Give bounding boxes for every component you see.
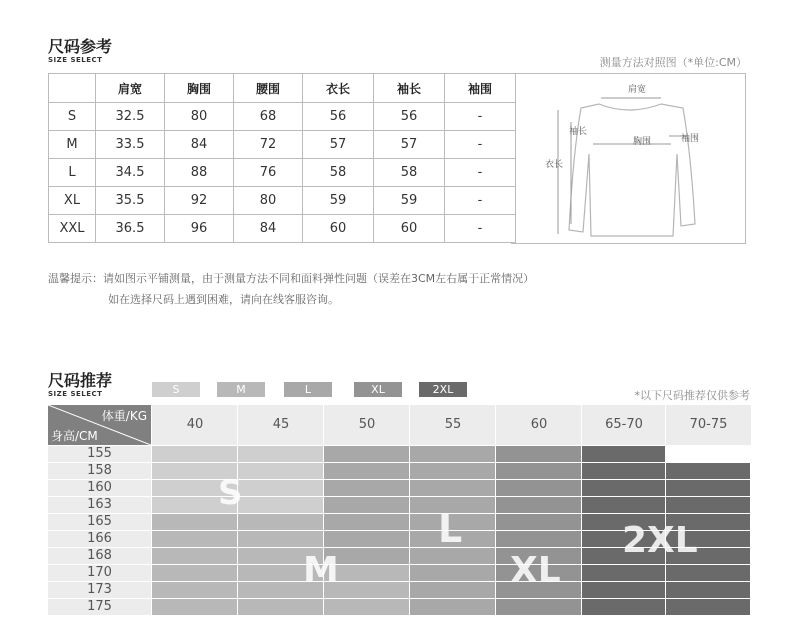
grid-cell [237, 479, 323, 496]
size-value-cell: 57 [374, 131, 445, 159]
size-value-cell: 59 [374, 187, 445, 215]
table-row [49, 159, 516, 187]
size-label-cell: M [49, 131, 96, 159]
legend-swatch-xl: XL [354, 382, 402, 397]
size-value-cell: 59 [303, 187, 374, 215]
grid-cell [665, 598, 750, 615]
grid-cell [237, 496, 323, 513]
weight-header-cell: 50 [323, 405, 410, 445]
table-row [49, 103, 516, 131]
measurement-note: 测量方法对照图（*单位:CM） [599, 56, 747, 69]
legend-swatch-2xl: 2XL [419, 382, 467, 397]
grid-cell [495, 479, 581, 496]
grid-cell [151, 513, 237, 530]
size-value-cell: 57 [303, 131, 374, 159]
grid-cell [581, 564, 665, 581]
grid-cell [495, 496, 581, 513]
size-header-col: 肩宽 [96, 74, 165, 103]
size-label-cell: S [49, 103, 96, 131]
grid-cell [151, 445, 237, 462]
size-label-cell: L [49, 159, 96, 187]
measurement-diagram [511, 73, 746, 244]
grid-cell [581, 445, 665, 462]
size-header-col: 袖围 [445, 74, 516, 103]
grid-cell [495, 513, 581, 530]
size-header-col: 腰围 [234, 74, 303, 103]
size-header-col: 衣长 [303, 74, 374, 103]
grid-cell [237, 598, 323, 615]
size-value-cell: 60 [303, 215, 374, 243]
size-recommend-title: 尺码推荐 [48, 371, 113, 390]
size-header-col: 胸围 [165, 74, 234, 103]
grid-cell [665, 479, 750, 496]
size-value-cell: - [445, 215, 516, 243]
weight-header-cell: 55 [409, 405, 496, 445]
size-header-col: 袖长 [374, 74, 445, 103]
size-value-cell: 36.5 [96, 215, 165, 243]
size-value-cell: 56 [303, 103, 374, 131]
size-value-cell: - [445, 187, 516, 215]
weight-axis-label: 体重/KG [101, 409, 147, 423]
height-header-cell: 160 [48, 479, 151, 496]
grid-cell [323, 496, 409, 513]
overlay-size-label: XL [510, 550, 561, 591]
grid-cell [409, 564, 495, 581]
grid-cell [151, 547, 237, 564]
grid-cell [237, 445, 323, 462]
grid-cell [665, 564, 750, 581]
overlay-size-label: S [218, 473, 243, 513]
grid-cell [581, 462, 665, 479]
size-value-cell: 72 [234, 131, 303, 159]
weight-header-cell: 45 [237, 405, 324, 445]
grid-cell [237, 530, 323, 547]
grid-cell [581, 581, 665, 598]
grid-cell [323, 445, 409, 462]
grid-cell [495, 462, 581, 479]
grid-cell [237, 462, 323, 479]
table-row [49, 215, 516, 243]
diagram-label-length: 衣长 [545, 160, 564, 170]
grid-cell [409, 445, 495, 462]
size-value-cell: 88 [165, 159, 234, 187]
legend-swatch-l: L [284, 382, 332, 397]
size-table-body [49, 103, 516, 243]
height-header-cell: 165 [48, 513, 151, 530]
grid-cell [151, 564, 237, 581]
weight-header-cell: 70-75 [665, 405, 751, 445]
size-value-cell: - [445, 103, 516, 131]
height-header-cell: 170 [48, 564, 151, 581]
height-header-cell: 163 [48, 496, 151, 513]
overlay-size-label: L [438, 507, 463, 551]
weight-header-cell: 60 [495, 405, 582, 445]
grid-cell [323, 598, 409, 615]
size-recommend-subtitle: SIZE SELECT [48, 390, 103, 398]
tips-line-1: 温馨提示：请如图示平铺测量，由于测量方法不同和面料弹性问题（误差在3CM左右属于正常情况） [48, 272, 535, 285]
tips-line-2: 如在选择尺码上遇到困难，请向在线客服咨询。 [108, 293, 339, 306]
size-value-cell: 92 [165, 187, 234, 215]
size-value-cell: 80 [165, 103, 234, 131]
size-label-cell: XXL [49, 215, 96, 243]
size-value-cell: 80 [234, 187, 303, 215]
grid-cell [409, 479, 495, 496]
size-value-cell: 32.5 [96, 103, 165, 131]
size-reference-subtitle: SIZE SELECT [48, 56, 103, 64]
grid-corner [48, 405, 151, 445]
grid-cell [495, 445, 581, 462]
legend-swatch-m: M [217, 382, 265, 397]
grid-cell [495, 598, 581, 615]
table-row [49, 187, 516, 215]
grid-cell [409, 581, 495, 598]
overlay-size-label: M [303, 550, 339, 591]
size-value-cell: 56 [374, 103, 445, 131]
size-value-cell: 58 [303, 159, 374, 187]
size-value-cell: - [445, 159, 516, 187]
size-table-header [49, 74, 516, 103]
size-value-cell: 34.5 [96, 159, 165, 187]
size-value-cell: 84 [234, 215, 303, 243]
grid-cell [323, 530, 409, 547]
diagram-label-shoulder: 肩宽 [628, 85, 647, 95]
grid-cell [409, 598, 495, 615]
legend-swatch-s: S [152, 382, 200, 397]
diagram-label-chest: 胸围 [633, 137, 652, 147]
size-table [48, 73, 516, 243]
size-value-cell: - [445, 131, 516, 159]
diagram-label-sleeve-length: 袖长 [569, 127, 588, 137]
grid-cell [665, 496, 750, 513]
grid-cell [151, 581, 237, 598]
size-header-corner [49, 74, 96, 103]
size-value-cell: 76 [234, 159, 303, 187]
height-axis-label: 身高/CM [51, 429, 98, 443]
size-value-cell: 60 [374, 215, 445, 243]
grid-cell [237, 513, 323, 530]
recommend-note: *以下尺码推荐仅供参考 [634, 389, 750, 402]
size-value-cell: 96 [165, 215, 234, 243]
size-value-cell: 84 [165, 131, 234, 159]
grid-cell [409, 462, 495, 479]
grid-cell [151, 530, 237, 547]
grid-cell [581, 496, 665, 513]
height-header-cell: 173 [48, 581, 151, 598]
height-header-cell: 175 [48, 598, 151, 615]
grid-cell [495, 530, 581, 547]
height-header-cell: 168 [48, 547, 151, 564]
grid-cell [581, 479, 665, 496]
weight-header-cell: 40 [151, 405, 238, 445]
grid-cell [665, 581, 750, 598]
grid-cell [323, 479, 409, 496]
size-label-cell: XL [49, 187, 96, 215]
overlay-size-label: 2XL [622, 520, 698, 561]
height-header-cell: 158 [48, 462, 151, 479]
grid-cell [665, 462, 750, 479]
size-value-cell: 33.5 [96, 131, 165, 159]
size-reference-title: 尺码参考 [48, 37, 113, 56]
table-row [49, 131, 516, 159]
grid-cell [323, 513, 409, 530]
height-header-cell: 166 [48, 530, 151, 547]
size-value-cell: 58 [374, 159, 445, 187]
grid-cell [665, 445, 750, 462]
grid-cell [323, 462, 409, 479]
diagram-label-sleeve-girth: 袖围 [681, 134, 700, 144]
grid-cell [151, 598, 237, 615]
grid-cell [581, 598, 665, 615]
size-value-cell: 35.5 [96, 187, 165, 215]
weight-header-cell: 65-70 [581, 405, 666, 445]
height-header-cell: 155 [48, 445, 151, 462]
size-value-cell: 68 [234, 103, 303, 131]
